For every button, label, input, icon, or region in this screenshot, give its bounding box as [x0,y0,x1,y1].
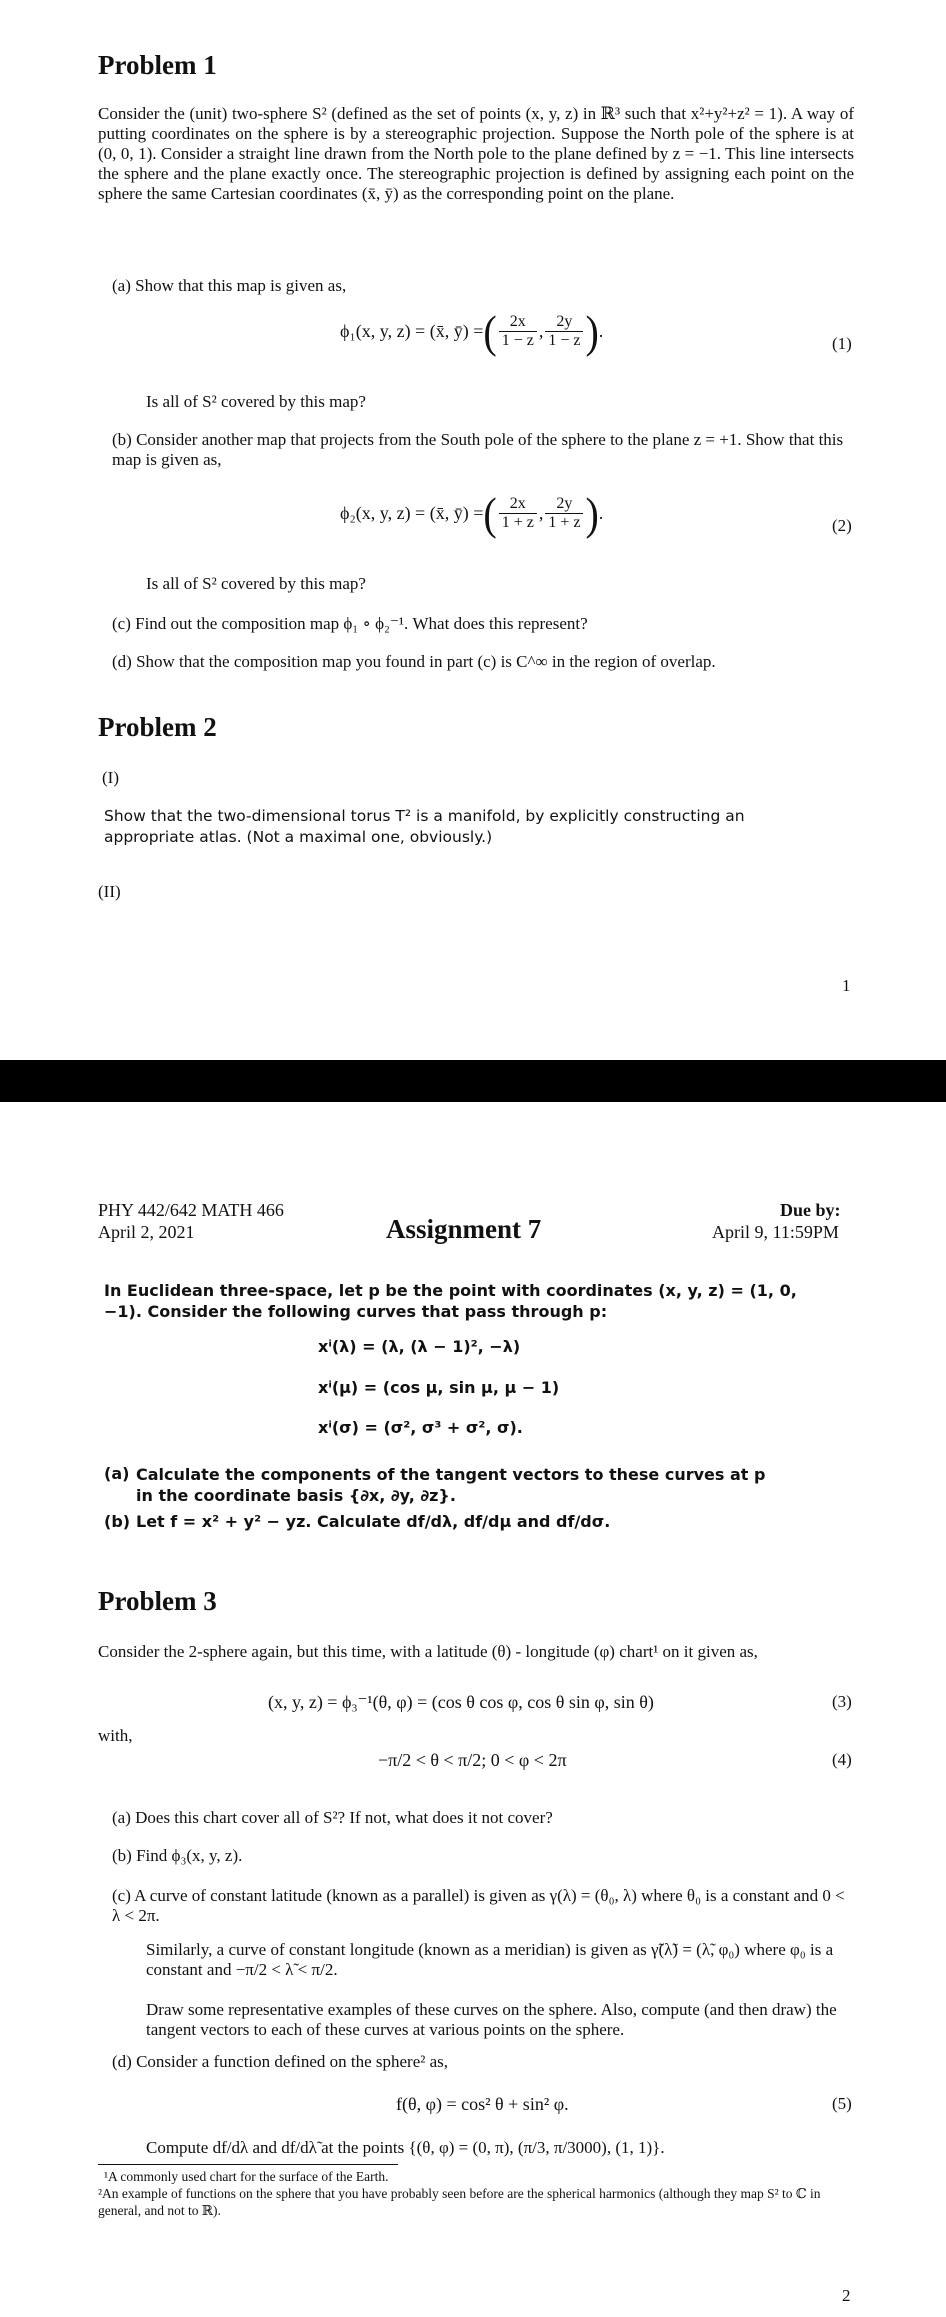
footnote-2: ²An example of functions on the sphere that you have probably seen before are the spherical harmonics (although they map S² to ℂ in general, and not to ℝ). [98,2186,821,2218]
problem-3-part-b: (b) Find ϕ₃(x, y, z). [112,1846,243,1865]
equation-4: −π/2 < θ < π/2; 0 < φ < 2π [378,1750,567,1770]
covered-question-2: Is all of S² covered by this map? [146,574,366,593]
footnote-1: ¹A commonly used chart for the surface of the Earth. [104,2169,389,2184]
part-b-text: (b) Consider another map that projects from the South pole of the sphere to the plane z = +1. Show that this map is given as, [112,430,844,469]
eq1-open-paren: ( [483,305,497,358]
eq2-number: (2) [832,516,852,535]
eq2-close-paren: ) [585,487,599,540]
question-b-label: (b) [104,1512,131,1531]
equation-1: ϕ₁(x, y, z) = (x̄, ȳ) = ( $\frac{2x}{1 - z}$ , $\frac{2y}{1 - z}$ ) . [340,305,604,358]
eq1-num1: 2x [499,313,537,332]
equation-2: ϕ₂(x, y, z) = (x̄, ȳ) = ( $\frac{2x}{1 + z}$ , $\frac{2y}{1 + z}$ ) . [340,487,604,540]
curve-lambda: xⁱ(λ) = (λ, (λ − 1)², −λ) [318,1337,521,1356]
curve-mu: xⁱ(μ) = (cos μ, sin μ, μ − 1) [318,1378,560,1397]
problem-2-title: Problem 2 [98,712,217,742]
eq2-den1: 1 + z [501,514,534,531]
problem-3-part-c-2: Similarly, a curve of constant longitude (known as a meridian) is given as γ̃(λ̃) = (λ̃, φ₀) where φ₀ is a constant and −π/2 < λ̃ < π/2. [146,1940,834,1979]
equation-5: f(θ, φ) = cos² θ + sin² φ. [396,2094,569,2114]
assignment-title: Assignment 7 [386,1214,542,1244]
part-d-text: (d) Show that the composition map you found in part (c) is C^∞ in the region of overlap. [112,652,716,671]
eq2-open-paren: ( [483,487,497,540]
assignment-date: April 2, 2021 [98,1222,195,1242]
eq1-close-paren: ) [585,305,599,358]
problem-3-title: Problem 3 [98,1586,217,1616]
with-label: with, [98,1726,133,1745]
eq1-lhs: ϕ₁(x, y, z) = (x̄, ȳ) = [340,321,484,341]
eq5-number: (5) [832,2094,852,2113]
problem-3-part-c-3: Draw some representative examples of these curves on the sphere. Also, compute (and then draw) the tangent vectors to each of these curves at various points on the sphere. [146,2000,837,2039]
eq1-den1: 1 − z [501,332,534,349]
problem-2-text: Show that the two-dimensional torus T² is a manifold, by explicitly constructing an appropriate atlas. (Not a maximal one, obviously.) [104,807,745,846]
due-label: Due by: [780,1200,841,1220]
problem-1-title: Problem 1 [98,50,217,80]
eq2-num2: 2y [545,495,583,514]
eq1-fraction-1 [499,313,537,350]
eq1-number: (1) [832,334,852,353]
eq2-fraction-1 [499,495,537,532]
problem-3-part-a: (a) Does this chart cover all of S²? If not, what does it not cover? [112,1808,553,1827]
equation-3: (x, y, z) = ϕ₃⁻¹(θ, φ) = (cos θ cos φ, cos θ sin φ, sin θ) [268,1692,654,1712]
problem-3-part-d-compute: Compute df/dλ and df/dλ̃ at the points {(θ, φ) = (0, π), (π/3, π/3000), (1, 1)}. [146,2138,665,2157]
page-number-1: 1 [842,976,851,995]
problem-3-intro: Consider the 2-sphere again, but this time, with a latitude (θ) - longitude (φ) chart¹ on it given as, [98,1642,758,1661]
eq2-lhs: ϕ₂(x, y, z) = (x̄, ȳ) = [340,503,484,523]
question-a-label: (a) [104,1464,130,1483]
question-a-text: Calculate the components of the tangent vectors to these curves at p in the coordinate basis {∂x, ∂y, ∂z}. [136,1465,766,1505]
part-c-text: (c) Find out the composition map ϕ₁ ∘ ϕ₂⁻¹. What does this represent? [112,614,588,633]
problem-3-part-d: (d) Consider a function defined on the sphere² as, [112,2052,449,2071]
curves-intro: In Euclidean three-space, let p be the point with coordinates (x, y, z) = (1, 0, −1). Consider the following curves that pass through p: [104,1281,797,1321]
problem-2-part-I: (I) [102,768,119,787]
curve-sigma: xⁱ(σ) = (σ², σ³ + σ², σ). [318,1418,523,1437]
page-divider [0,1060,946,1102]
problem-1-intro: Consider the (unit) two-sphere S² (defined as the set of points (x, y, z) in ℝ³ such that x²+y²+z² = 1). A way of putting coordinates on the sphere is by a stereographic projection. Suppose the North pole of the sphere is at (0, 0, 1). Consider a straight line drawn from the North pole to the plane defined by z = −1. This line intersects the sphere and the plane exactly once. The stereographic projection is defined by assigning each point on the sphere the same Cartesian coordinates (x̄, ȳ) as the corresponding point on the plane. [98,104,854,203]
due-date: April 9, 11:59PM [712,1222,839,1242]
page-1 [0,0,946,1060]
eq2-num1: 2x [499,495,537,514]
eq3-number: (3) [832,1692,852,1711]
problem-2-part-II: (II) [98,882,121,901]
eq4-number: (4) [832,1750,852,1769]
footnote-rule [98,2164,398,2165]
covered-question-1: Is all of S² covered by this map? [146,392,366,411]
part-a-text: (a) Show that this map is given as, [112,276,347,295]
eq1-fraction-2 [545,313,583,350]
eq1-num2: 2y [545,313,583,332]
problem-3-part-c-1: (c) A curve of constant latitude (known as a parallel) is given as γ(λ) = (θ₀, λ) where θ₀ is a constant and 0 < λ < 2π. [112,1886,845,1925]
eq1-den2: 1 − z [548,332,581,349]
question-b-text: Let f = x² + y² − yz. Calculate df/dλ, df/dμ and df/dσ. [136,1512,611,1531]
page-2 [0,1102,946,2317]
course-code: PHY 442/642 MATH 466 [98,1200,284,1220]
eq2-fraction-2 [545,495,583,532]
eq2-den2: 1 + z [548,514,581,531]
page-number-2: 2 [842,2286,851,2305]
